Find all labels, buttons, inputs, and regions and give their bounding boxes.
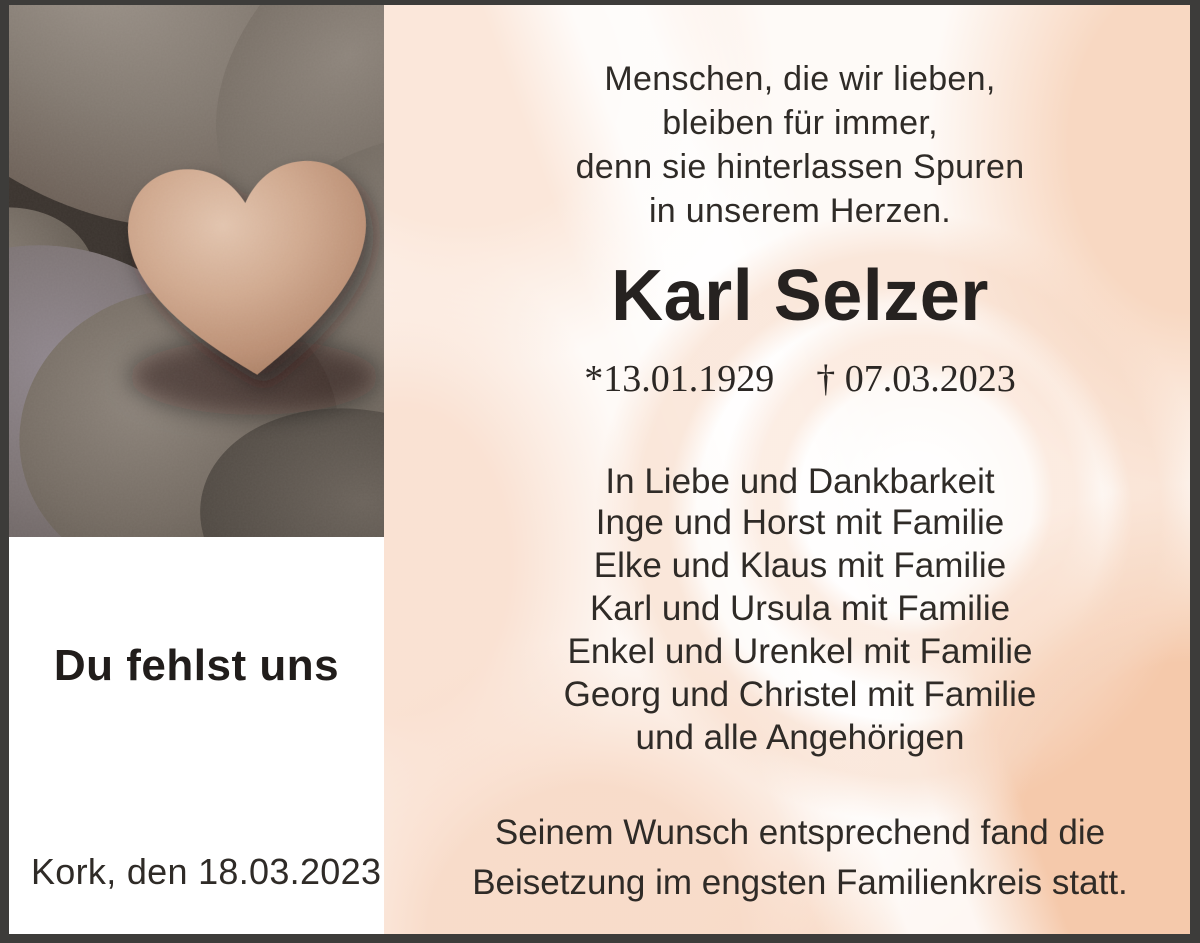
death-date: † 07.03.2023 — [816, 358, 1016, 400]
mourners-list — [397, 501, 1190, 759]
closing-line: Seinem Wunsch entsprechend fand die — [494, 813, 1106, 852]
poem-line: Menschen, die wir lieben, — [604, 60, 996, 98]
mourner-line: Karl und Ursula mit Familie — [589, 589, 1011, 628]
mourner-line: Enkel und Urenkel mit Familie — [567, 632, 1033, 671]
memorial-page — [9, 5, 1190, 934]
notice-text-column — [384, 5, 1190, 934]
pebbles-heart-photo-svg — [9, 5, 384, 537]
mourner-line: Elke und Klaus mit Familie — [593, 546, 1007, 585]
deceased-name: Karl Selzer — [611, 256, 989, 336]
poem-line: bleiben für immer, — [662, 104, 938, 142]
birth-date: *13.01.1929 — [584, 358, 775, 400]
closing-line: Beisetzung im engsten Familienkreis statt. — [472, 863, 1128, 902]
memorial-poem — [397, 57, 1190, 233]
mourner-line: Georg und Christel mit Familie — [563, 675, 1037, 714]
farewell-text: Du fehlst uns — [53, 641, 340, 690]
life-dates — [397, 357, 1190, 401]
mourner-line: und alle Angehörigen — [635, 718, 965, 757]
photo-grain-overlay — [9, 5, 384, 537]
mourner-line: Inge und Horst mit Familie — [595, 503, 1005, 542]
pebbles-heart-photo — [9, 5, 384, 537]
dedication-line: In Liebe und Dankbarkeit — [605, 462, 995, 501]
closing-statement — [397, 808, 1190, 908]
poem-line: denn sie hinterlassen Spuren — [575, 148, 1025, 186]
poem-line: in unserem Herzen. — [648, 192, 952, 230]
place-and-date: Kork, den 18.03.2023 — [31, 851, 382, 892]
